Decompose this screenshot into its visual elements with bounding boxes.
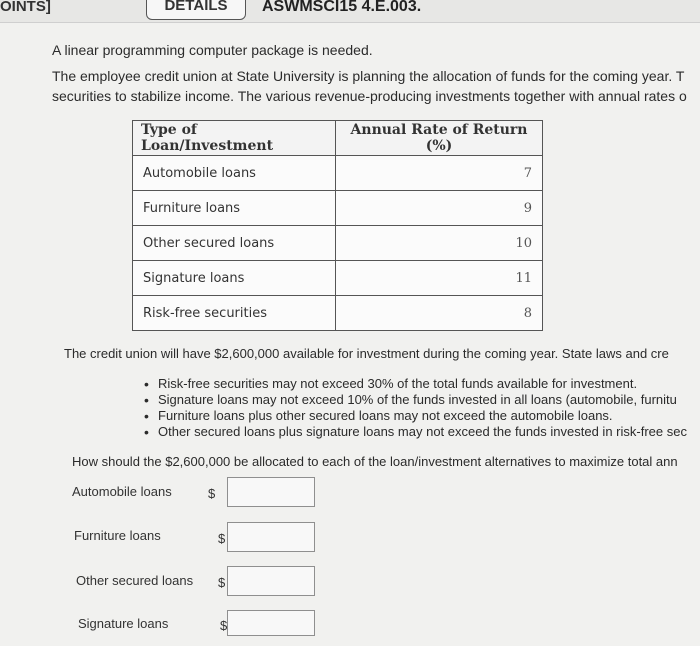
investment-table (132, 120, 543, 331)
rate-cell: 10 (336, 226, 543, 261)
type-cell: Other secured loans (133, 226, 336, 261)
dollar-sign: $ (208, 486, 216, 501)
column-header-type: Type of Loan/Investment (133, 121, 336, 156)
dollar-sign: $ (218, 575, 226, 590)
constraints-intro: The credit union will have $2,600,000 available for investment during the coming year. State laws and cre (64, 346, 669, 361)
constraint-item: • Furniture loans plus other secured loans may not exceed the automobile loans. (142, 408, 687, 424)
rate-cell: 11 (336, 261, 543, 296)
other-secured-loans-input[interactable] (227, 566, 315, 596)
question-intro: A linear programming computer package is needed. (52, 42, 373, 58)
signature-loans-input[interactable] (227, 610, 315, 636)
constraints-list (142, 376, 687, 440)
table-header-row (133, 121, 543, 156)
details-button[interactable]: DETAILS (146, 0, 246, 20)
allocation-question: How should the $2,600,000 be allocated to each of the loan/investment alternatives to maximize total ann (72, 454, 678, 469)
constraint-item: • Signature loans may not exceed 10% of the funds invested in all loans (automobile, furnitu (142, 392, 687, 408)
table-row (133, 261, 543, 296)
constraint-item: • Risk-free securities may not exceed 30% of the total funds available for investment. (142, 376, 687, 392)
table-row (133, 296, 543, 331)
dollar-sign: $ (220, 618, 228, 633)
furniture-loans-input[interactable] (227, 522, 315, 552)
question-paragraph-line-1: The employee credit union at State University is planning the allocation of funds for the coming year. T (52, 68, 685, 84)
problem-code: ASWMSCI15 4.E.003. (262, 0, 422, 15)
type-cell: Automobile loans (133, 156, 336, 191)
column-header-rate: Annual Rate of Return (%) (336, 121, 543, 156)
type-cell: Signature loans (133, 261, 336, 296)
table-row (133, 191, 543, 226)
constraint-item: • Other secured loans plus signature loans may not exceed the funds invested in risk-free sec (142, 424, 687, 440)
rate-cell: 7 (336, 156, 543, 191)
automobile-loans-input[interactable] (227, 477, 315, 507)
points-crumb: OINTS] (0, 0, 51, 15)
type-cell: Risk-free securities (133, 296, 336, 331)
rate-cell: 9 (336, 191, 543, 226)
answer-label-other-secured: Other secured loans (76, 573, 194, 588)
rate-cell: 8 (336, 296, 543, 331)
dollar-sign: $ (218, 531, 226, 546)
table-row (133, 226, 543, 261)
type-cell: Furniture loans (133, 191, 336, 226)
answer-label-automobile: Automobile loans (72, 484, 172, 499)
question-paragraph-line-2: securities to stabilize income. The various revenue-producing investments together with annual rates o (52, 88, 687, 104)
table-row (133, 156, 543, 191)
answer-label-signature: Signature loans (78, 616, 169, 631)
answer-label-furniture: Furniture loans (74, 528, 161, 543)
